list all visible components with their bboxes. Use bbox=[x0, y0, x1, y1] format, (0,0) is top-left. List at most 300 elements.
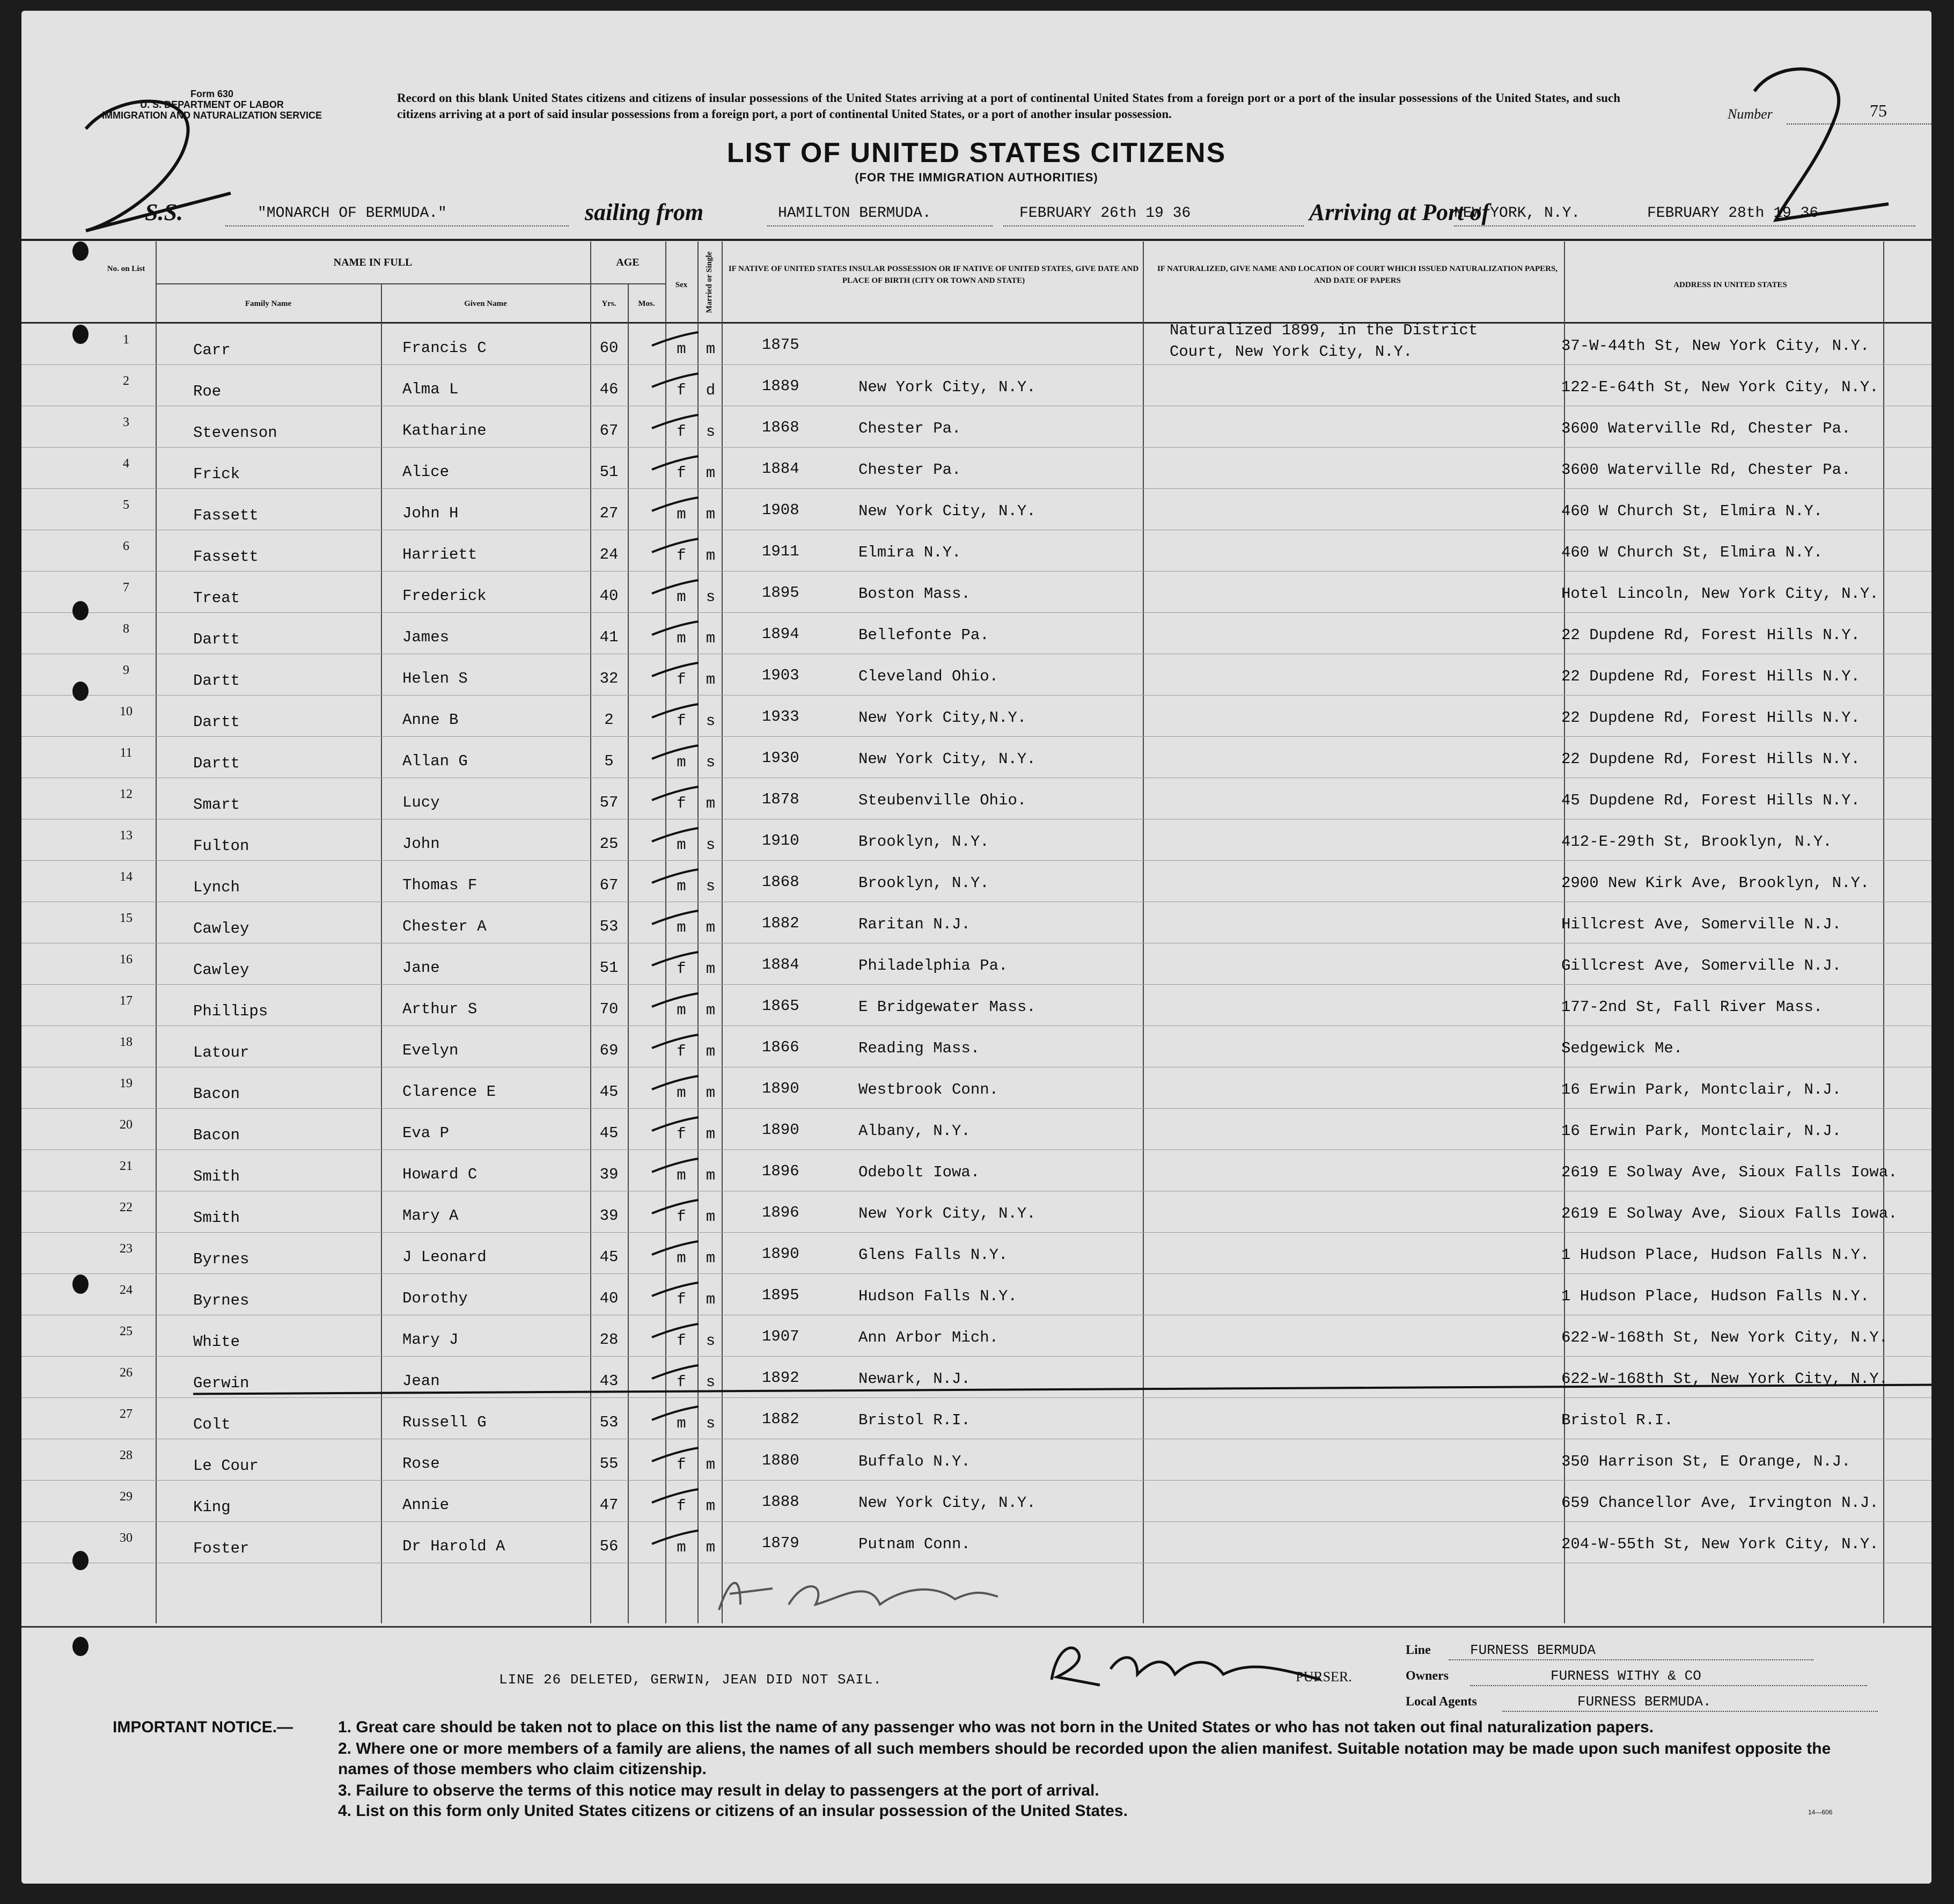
address: 45 Dupdene Rd, Forest Hills N.Y. bbox=[1561, 792, 1860, 809]
col-yrs: Yrs. bbox=[601, 299, 616, 308]
sex: m bbox=[677, 1415, 686, 1432]
marital-status: m bbox=[706, 1001, 716, 1019]
table-row bbox=[21, 654, 1931, 695]
sex: f bbox=[677, 1208, 686, 1226]
marital-status: m bbox=[706, 1249, 716, 1267]
check-tick-mark bbox=[649, 1281, 700, 1297]
table-row bbox=[21, 695, 1931, 737]
check-tick-mark bbox=[649, 620, 700, 636]
family-name: White bbox=[193, 1333, 240, 1351]
marital-status: m bbox=[706, 506, 716, 523]
family-name: Lynch bbox=[193, 878, 240, 896]
age-years: 40 bbox=[599, 1290, 619, 1307]
family-name: Colt bbox=[193, 1416, 231, 1433]
age-years: 2 bbox=[604, 711, 614, 729]
birth-place: New York City, N.Y. bbox=[858, 750, 1036, 768]
age-years: 45 bbox=[599, 1083, 619, 1101]
birth-year: 1907 bbox=[762, 1328, 799, 1345]
deletion-note: LINE 26 DELETED, GERWIN, JEAN DID NOT SAIL. bbox=[499, 1672, 882, 1688]
agents-rule bbox=[1502, 1711, 1878, 1712]
table-row bbox=[21, 1191, 1931, 1233]
given-name: Jean bbox=[402, 1372, 440, 1390]
address: 22 Dupdene Rd, Forest Hills N.Y. bbox=[1561, 750, 1860, 768]
birth-year: 1880 bbox=[762, 1452, 799, 1469]
check-tick-mark bbox=[649, 950, 700, 966]
col-marital-label: Married or Single bbox=[705, 251, 714, 313]
given-name: Thomas F bbox=[402, 876, 478, 894]
address: 22 Dupdene Rd, Forest Hills N.Y. bbox=[1561, 668, 1860, 685]
birth-place: Steubenville Ohio. bbox=[858, 792, 1027, 809]
table-row bbox=[21, 1026, 1931, 1067]
binder-hole bbox=[72, 601, 89, 620]
address: 3600 Waterville Rd, Chester Pa. bbox=[1561, 461, 1851, 479]
given-name: Clarence E bbox=[402, 1083, 496, 1101]
address: 622-W-168th St, New York City, N.Y. bbox=[1561, 1370, 1889, 1388]
birth-place: New York City, N.Y. bbox=[858, 378, 1036, 396]
row-number: 14 bbox=[120, 870, 133, 884]
age-years: 67 bbox=[599, 876, 619, 894]
row-number: 5 bbox=[123, 498, 129, 512]
sex: f bbox=[677, 671, 686, 689]
check-tick-mark bbox=[649, 1364, 700, 1380]
row-number: 29 bbox=[120, 1490, 133, 1504]
form-label: Form 630 U. S. DEPARTMENT OF LABOR IMMIGRATION AND NATURALIZATION SERVICE bbox=[102, 89, 322, 121]
birth-place: Buffalo N.Y. bbox=[858, 1453, 971, 1470]
check-tick-mark bbox=[649, 1240, 700, 1256]
family-name: Roe bbox=[193, 383, 222, 400]
age-years: 41 bbox=[599, 628, 619, 646]
check-tick-mark bbox=[649, 331, 700, 347]
birth-year: 1890 bbox=[762, 1080, 799, 1097]
age-years: 47 bbox=[599, 1496, 619, 1514]
table-row bbox=[21, 819, 1931, 861]
address: 22 Dupdene Rd, Forest Hills N.Y. bbox=[1561, 626, 1860, 644]
given-name: Eva P bbox=[402, 1124, 450, 1142]
check-tick-mark bbox=[649, 744, 700, 760]
row-number: 25 bbox=[120, 1324, 133, 1338]
ship-name: "MONARCH OF BERMUDA." bbox=[258, 205, 447, 222]
family-name: Treat bbox=[193, 589, 240, 607]
family-name: Bacon bbox=[193, 1126, 240, 1144]
birth-year: 1868 bbox=[762, 873, 799, 891]
age-years: 43 bbox=[599, 1372, 619, 1390]
birth-year: 1903 bbox=[762, 667, 799, 684]
col-address: ADDRESS IN UNITED STATES bbox=[1673, 281, 1787, 289]
given-name: Annie bbox=[402, 1496, 450, 1514]
line-value: FURNESS BERMUDA bbox=[1470, 1642, 1596, 1658]
row-number: 19 bbox=[120, 1077, 133, 1090]
age-years: 25 bbox=[599, 835, 619, 853]
ss-label: S.S. bbox=[145, 199, 183, 225]
table-row bbox=[21, 1439, 1931, 1481]
row-number: 12 bbox=[120, 787, 133, 801]
sex: m bbox=[677, 588, 686, 606]
given-name: Evelyn bbox=[402, 1042, 459, 1059]
check-tick-mark bbox=[649, 1446, 700, 1462]
age-years: 60 bbox=[599, 339, 619, 357]
birth-place: Boston Mass. bbox=[858, 585, 971, 603]
handwritten-2-mark bbox=[54, 59, 279, 252]
age-years: 45 bbox=[599, 1124, 619, 1142]
table-row bbox=[21, 406, 1931, 448]
sex: m bbox=[677, 506, 686, 523]
address: 1 Hudson Place, Hudson Falls N.Y. bbox=[1561, 1246, 1870, 1264]
table-row bbox=[21, 1480, 1931, 1522]
binder-hole bbox=[72, 1637, 89, 1656]
purser-label: PURSER. bbox=[1296, 1669, 1352, 1685]
birth-place: New York City, N.Y. bbox=[858, 1494, 1036, 1512]
notice-3: 3. Failure to observe the terms of this notice may result in delay to passengers at the port of arrival. bbox=[338, 1782, 1099, 1799]
address: Hotel Lincoln, New York City, N.Y. bbox=[1561, 585, 1879, 603]
sex: m bbox=[677, 1001, 686, 1019]
address: 177-2nd St, Fall River Mass. bbox=[1561, 998, 1823, 1016]
family-name: Byrnes bbox=[193, 1250, 249, 1268]
birth-place: Bristol R.I. bbox=[858, 1411, 971, 1429]
birth-year: 1896 bbox=[762, 1162, 799, 1180]
birth-year: 1884 bbox=[762, 956, 799, 973]
sex: m bbox=[677, 340, 686, 358]
given-name: Alma L bbox=[402, 380, 459, 398]
birth-place: Brooklyn, N.Y. bbox=[858, 874, 989, 892]
address: 350 Harrison St, E Orange, N.J. bbox=[1561, 1453, 1851, 1470]
age-years: 53 bbox=[599, 1414, 619, 1431]
birth-year: 1890 bbox=[762, 1121, 799, 1139]
birth-place: Philadelphia Pa. bbox=[858, 957, 1008, 975]
arrival-date: FEBRUARY 28th 19 36 bbox=[1647, 205, 1819, 222]
marital-status: m bbox=[706, 919, 716, 936]
check-tick-mark bbox=[649, 1157, 700, 1173]
row-number: 1 bbox=[123, 333, 129, 347]
notice-4: 4. List on this form only United States citizens or citizens of an insular possession of the United States. bbox=[338, 1802, 1128, 1820]
family-name: Dartt bbox=[193, 713, 240, 731]
check-tick-mark bbox=[649, 702, 700, 719]
birth-place: Elmira N.Y. bbox=[858, 544, 961, 561]
address: Hillcrest Ave, Somerville N.J. bbox=[1561, 916, 1842, 933]
birth-year: 1865 bbox=[762, 997, 799, 1015]
birth-place: Brooklyn, N.Y. bbox=[858, 833, 989, 851]
notice-1: 1. Great care should be taken not to place on this list the name of any passenger who was not born in the United States or who has not taken out final naturalization papers. bbox=[338, 1718, 1654, 1736]
col-family-name: Family Name bbox=[245, 299, 292, 308]
row-number: 23 bbox=[120, 1242, 133, 1256]
check-tick-mark bbox=[649, 909, 700, 925]
check-tick-mark bbox=[649, 1405, 700, 1421]
marital-status: s bbox=[706, 712, 716, 730]
age-years: 53 bbox=[599, 918, 619, 935]
marital-status: s bbox=[706, 1373, 716, 1391]
owners-label: Owners bbox=[1406, 1669, 1449, 1683]
table-row bbox=[21, 488, 1931, 530]
given-name: Francis C bbox=[402, 339, 487, 357]
marital-status: m bbox=[706, 1291, 716, 1308]
birth-year: 1896 bbox=[762, 1204, 799, 1221]
birth-place: Ann Arbor Mich. bbox=[858, 1329, 999, 1346]
table-row bbox=[21, 1315, 1931, 1357]
table-row bbox=[21, 364, 1931, 406]
binder-hole bbox=[72, 682, 89, 701]
header-rule bbox=[21, 239, 1931, 241]
family-name: Smart bbox=[193, 796, 240, 814]
address: 2900 New Kirk Ave, Brooklyn, N.Y. bbox=[1561, 874, 1870, 892]
marital-status: s bbox=[706, 423, 716, 441]
date-rule bbox=[1003, 225, 1304, 226]
given-name: Anne B bbox=[402, 711, 459, 729]
check-tick-mark bbox=[649, 785, 700, 801]
row-number: 8 bbox=[123, 622, 129, 636]
check-tick-mark bbox=[649, 1116, 700, 1132]
col-mos: Mos. bbox=[638, 299, 655, 308]
given-name: Katharine bbox=[402, 422, 487, 440]
check-tick-mark bbox=[649, 537, 700, 553]
purser-signature bbox=[1041, 1631, 1341, 1696]
given-name: Alice bbox=[402, 463, 450, 481]
marital-status: s bbox=[706, 877, 716, 895]
sex: f bbox=[677, 1373, 686, 1391]
birth-place: Putnam Conn. bbox=[858, 1535, 971, 1553]
row-number: 18 bbox=[120, 1035, 133, 1049]
birth-year: 1890 bbox=[762, 1245, 799, 1263]
departure-date: FEBRUARY 26th 19 36 bbox=[1019, 205, 1191, 222]
check-tick-mark bbox=[649, 992, 700, 1008]
family-name: Byrnes bbox=[193, 1292, 249, 1309]
age-years: 28 bbox=[599, 1331, 619, 1349]
address: 16 Erwin Park, Montclair, N.J. bbox=[1561, 1081, 1842, 1099]
row-number: 3 bbox=[123, 415, 129, 429]
given-name: John H bbox=[402, 504, 459, 522]
birth-place: Westbrook Conn. bbox=[858, 1081, 999, 1099]
birth-place: Bellefonte Pa. bbox=[858, 626, 989, 644]
table-row bbox=[21, 1067, 1931, 1109]
number-value: 75 bbox=[1870, 101, 1887, 120]
birth-place: New York City, N.Y. bbox=[858, 502, 1036, 520]
table-row bbox=[21, 1397, 1931, 1439]
row-number: 26 bbox=[120, 1366, 133, 1380]
family-name: Smith bbox=[193, 1168, 240, 1185]
check-tick-mark bbox=[649, 372, 700, 388]
given-name: Helen S bbox=[402, 670, 468, 687]
address: 659 Chancellor Ave, Irvington N.J. bbox=[1561, 1494, 1879, 1512]
table-row bbox=[21, 778, 1931, 819]
birth-place: Newark, N.J. bbox=[858, 1370, 971, 1388]
birth-year: 1895 bbox=[762, 1286, 799, 1304]
table-row bbox=[21, 530, 1931, 572]
birth-place: Odebolt Iowa. bbox=[858, 1163, 980, 1181]
birth-year: 1882 bbox=[762, 914, 799, 932]
family-name: Dartt bbox=[193, 672, 240, 690]
marital-status: m bbox=[706, 464, 716, 482]
row-number: 13 bbox=[120, 829, 133, 843]
sex: f bbox=[677, 1125, 686, 1143]
subheader-rule bbox=[156, 283, 665, 284]
marital-status: m bbox=[706, 1084, 716, 1102]
address: 2619 E Solway Ave, Sioux Falls Iowa. bbox=[1561, 1205, 1898, 1222]
address: 204-W-55th St, New York City, N.Y. bbox=[1561, 1535, 1879, 1553]
record-instructions: Record on this blank United States citizens and citizens of insular possessions of the United States arriving at a port of continental United States from a foreign port or a port of the insular possessions of the United States, and such citizens arriving at a port of said insular possessions from a foreign port, a port of continental United States, or a port of another insular possession. bbox=[397, 91, 1620, 121]
row-number: 15 bbox=[120, 911, 133, 925]
age-years: 24 bbox=[599, 546, 619, 563]
given-name: J Leonard bbox=[402, 1248, 487, 1266]
age-years: 51 bbox=[599, 959, 619, 977]
row-number: 24 bbox=[120, 1283, 133, 1297]
page-title: LIST OF UNITED STATES CITIZENS bbox=[726, 137, 1226, 169]
age-years: 46 bbox=[599, 380, 619, 398]
family-name: Stevenson bbox=[193, 424, 277, 442]
age-years: 57 bbox=[599, 794, 619, 811]
address: 460 W Church St, Elmira N.Y. bbox=[1561, 544, 1823, 561]
sex: f bbox=[677, 1043, 686, 1060]
sex: m bbox=[677, 1539, 686, 1556]
table-row bbox=[21, 571, 1931, 613]
table-row bbox=[21, 1273, 1931, 1315]
col-birth: IF NATIVE OF UNITED STATES INSULAR POSSESSION OR IF NATIVE OF UNITED STATES, GIVE DATE AND PLACE OF BIRTH (CITY OR TOWN AND STATE) bbox=[728, 265, 1139, 285]
marital-status: s bbox=[706, 1332, 716, 1350]
col-sex: Sex bbox=[675, 281, 688, 289]
row-number: 27 bbox=[120, 1407, 133, 1421]
given-name: Mary J bbox=[402, 1331, 459, 1349]
row-number: 9 bbox=[123, 663, 129, 677]
table-row bbox=[21, 612, 1931, 654]
age-years: 51 bbox=[599, 463, 619, 481]
sex: f bbox=[677, 464, 686, 482]
marital-status: m bbox=[706, 629, 716, 647]
family-name: Foster bbox=[193, 1540, 249, 1557]
marital-status: s bbox=[706, 836, 716, 854]
col-name-in-full: NAME IN FULL bbox=[333, 257, 413, 268]
sex: f bbox=[677, 1332, 686, 1350]
family-name: Cawley bbox=[193, 961, 249, 979]
family-name: Fulton bbox=[193, 837, 249, 855]
notice-label: IMPORTANT NOTICE.— bbox=[113, 1718, 293, 1736]
row-number: 28 bbox=[120, 1448, 133, 1462]
given-name: Howard C bbox=[402, 1166, 478, 1183]
agents-value: FURNESS BERMUDA. bbox=[1577, 1694, 1711, 1710]
row-number: 6 bbox=[123, 539, 129, 553]
row-number: 11 bbox=[120, 746, 133, 760]
birth-place: New York City, N.Y. bbox=[858, 1205, 1036, 1222]
age-years: 69 bbox=[599, 1042, 619, 1059]
family-name: Frick bbox=[193, 465, 240, 483]
birth-year: 1892 bbox=[762, 1369, 799, 1387]
address: Bristol R.I. bbox=[1561, 1411, 1673, 1429]
age-years: 32 bbox=[599, 670, 619, 687]
birth-year: 1866 bbox=[762, 1038, 799, 1056]
age-years: 39 bbox=[599, 1207, 619, 1225]
birth-year: 1911 bbox=[762, 543, 799, 560]
given-name: Rose bbox=[402, 1455, 440, 1473]
birth-place: Chester Pa. bbox=[858, 420, 961, 437]
sex: m bbox=[677, 1249, 686, 1267]
check-tick-mark bbox=[649, 578, 700, 595]
sex: f bbox=[677, 423, 686, 441]
given-name: Dorothy bbox=[402, 1290, 468, 1307]
arrival-port: NEW YORK, N.Y. bbox=[1454, 205, 1581, 222]
naturalization-record: Naturalized 1899, in the District Court, New York City, N.Y. bbox=[1170, 321, 1478, 361]
marital-status: s bbox=[706, 753, 716, 771]
address: 3600 Waterville Rd, Chester Pa. bbox=[1561, 420, 1851, 437]
given-name: Russell G bbox=[402, 1414, 487, 1431]
sailing-from-label: sailing from bbox=[585, 199, 704, 225]
birth-place: Glens Falls N.Y. bbox=[858, 1246, 1008, 1264]
check-tick-mark bbox=[649, 413, 700, 429]
marital-status: s bbox=[706, 588, 716, 606]
table-row bbox=[21, 1108, 1931, 1150]
age-years: 27 bbox=[599, 504, 619, 522]
row-number: 7 bbox=[123, 581, 129, 595]
family-name: Le Cour bbox=[193, 1457, 259, 1475]
family-name: Latour bbox=[193, 1044, 249, 1061]
family-name: Smith bbox=[193, 1209, 240, 1227]
address: Sedgewick Me. bbox=[1561, 1039, 1683, 1057]
voyage-line bbox=[145, 199, 1915, 231]
family-name: Fassett bbox=[193, 548, 259, 566]
birth-year: 1895 bbox=[762, 584, 799, 602]
binder-hole bbox=[72, 1275, 89, 1294]
address: 1 Hudson Place, Hudson Falls N.Y. bbox=[1561, 1287, 1870, 1305]
row-number: 17 bbox=[120, 994, 133, 1008]
marital-status: m bbox=[706, 547, 716, 565]
given-name: James bbox=[402, 628, 450, 646]
address: 460 W Church St, Elmira N.Y. bbox=[1561, 502, 1823, 520]
marital-status: m bbox=[706, 1208, 716, 1226]
address: 412-E-29th St, Brooklyn, N.Y. bbox=[1561, 833, 1832, 851]
age-years: 40 bbox=[599, 587, 619, 605]
given-name: Arthur S bbox=[402, 1000, 478, 1018]
family-name: Carr bbox=[193, 341, 231, 359]
address: 16 Erwin Park, Montclair, N.J. bbox=[1561, 1122, 1842, 1140]
col-given-name: Given Name bbox=[464, 299, 507, 308]
arriving-label: Arriving at Port of bbox=[1309, 199, 1490, 225]
table-row bbox=[21, 984, 1931, 1026]
address: 622-W-168th St, New York City, N.Y. bbox=[1561, 1329, 1889, 1346]
line-rule bbox=[1449, 1659, 1813, 1660]
footer-rule bbox=[21, 1626, 1931, 1628]
birth-year: 1882 bbox=[762, 1410, 799, 1428]
page-subtitle: (FOR THE IMMIGRATION AUTHORITIES) bbox=[855, 171, 1098, 184]
address: 2619 E Solway Ave, Sioux Falls Iowa. bbox=[1561, 1163, 1898, 1181]
given-name: Harriett bbox=[402, 546, 478, 563]
number-label: Number bbox=[1728, 106, 1773, 122]
birth-year: 1879 bbox=[762, 1534, 799, 1552]
sex: m bbox=[677, 753, 686, 771]
notice-2: 2. Where one or more members of a family are aliens, the names of all such members should be recorded upon the alien manifest. Suitable notation may be made upon such manifest opposite the names of those members who claim citizenship. bbox=[338, 1740, 1831, 1778]
birth-place: Cleveland Ohio. bbox=[858, 668, 999, 685]
table-row bbox=[21, 1521, 1931, 1563]
birth-place: E Bridgewater Mass. bbox=[858, 998, 1036, 1016]
given-name: Frederick bbox=[402, 587, 487, 605]
marital-status: m bbox=[706, 340, 716, 358]
birth-year: 1930 bbox=[762, 749, 799, 767]
family-name: Dartt bbox=[193, 755, 240, 772]
given-name: Mary A bbox=[402, 1207, 459, 1225]
row-number: 30 bbox=[120, 1531, 133, 1545]
birth-year: 1888 bbox=[762, 1493, 799, 1511]
birth-place: Albany, N.Y. bbox=[858, 1122, 971, 1140]
address: 37-W-44th St, New York City, N.Y. bbox=[1561, 337, 1870, 355]
marital-status: m bbox=[706, 1456, 716, 1474]
family-name: Bacon bbox=[193, 1085, 240, 1103]
check-tick-mark bbox=[649, 1033, 700, 1049]
binder-hole bbox=[72, 241, 89, 261]
age-years: 45 bbox=[599, 1248, 619, 1266]
sex: f bbox=[677, 960, 686, 978]
age-years: 55 bbox=[599, 1455, 619, 1473]
birth-year: 1894 bbox=[762, 625, 799, 643]
sex: f bbox=[677, 1291, 686, 1308]
birth-year: 1878 bbox=[762, 790, 799, 808]
marital-status: m bbox=[706, 795, 716, 812]
address: Gillcrest Ave, Somerville N.J. bbox=[1561, 957, 1842, 975]
birth-place: Hudson Falls N.Y. bbox=[858, 1287, 1017, 1305]
marital-status: m bbox=[706, 1125, 716, 1143]
